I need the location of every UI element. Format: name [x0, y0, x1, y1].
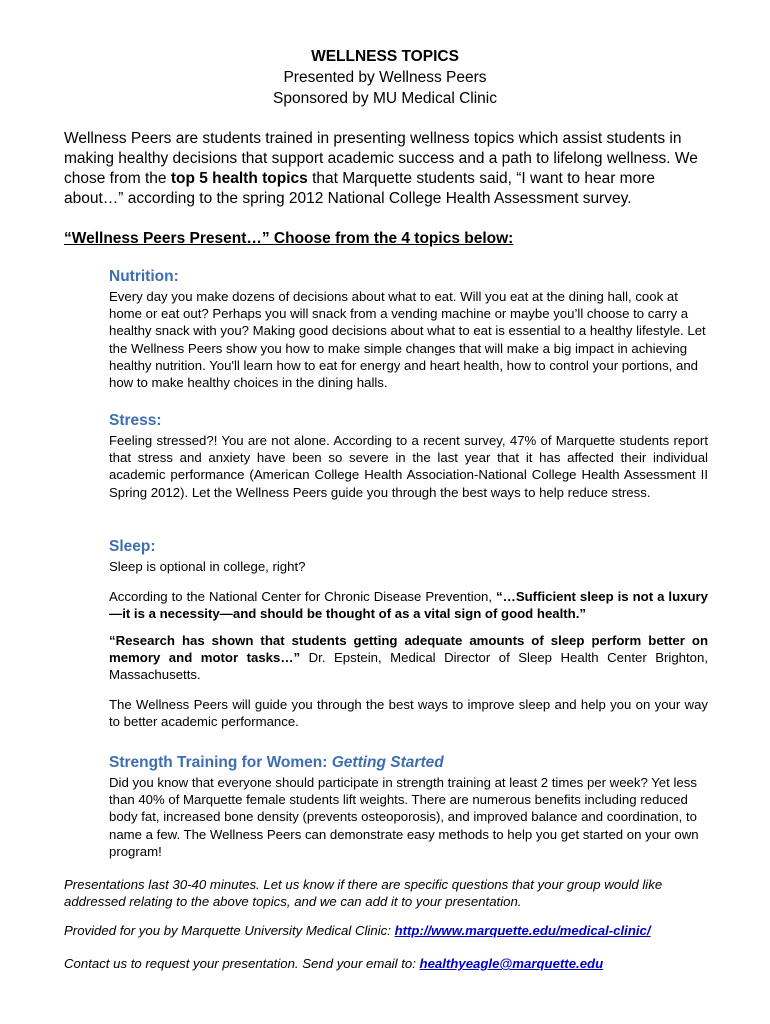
strength-title-text: Strength Training for Women:: [109, 754, 332, 771]
sleep-quote-1-text: According to the National Center for Chronic Disease Prevention,: [109, 589, 497, 605]
provided-by-text: Provided for you by Marquette University Medical Clinic:: [64, 923, 395, 938]
sponsored-by: Sponsored by MU Medical Clinic: [273, 90, 497, 107]
choose-heading: “Wellness Peers Present…” Choose from the 4 topics below:: [64, 230, 514, 247]
sleep-section: [109, 537, 708, 731]
sleep-quote-1-bold: “…Sufficient sleep is not a luxury—it is a necessity—and should be thought of as a vital sign of good health.”: [109, 589, 708, 622]
sleep-quote-2-bold: “Research has shown that students getting adequate amounts of sleep perform better on memory and motor tasks…”: [109, 632, 708, 665]
medical-clinic-link[interactable]: http://www.marquette.edu/medical-clinic/: [394, 923, 651, 938]
sleep-quote-2-text: Dr. Epstein, Medical Director of Sleep Health Center Brighton, Massachusetts.: [109, 649, 708, 683]
sleep-title: Sleep:: [109, 538, 156, 555]
intro-text-2: that Marquette students said, “I want to hear more about…” according to the spring 2012 National College Health Assessment survey.: [64, 170, 655, 207]
nutrition-section: [109, 267, 708, 391]
nutrition-text: Every day you make dozens of decisions about what to eat. Will you eat at the dining hall, cook at home or eat out? Perhaps you will snack from a vending machine or maybe you’ll choose to carry a healthy snack with you? Making good decisions about what to eat is essential to a healthy lifestyle. Let the Wellness Peers show you how to make simple changes that will make a big impact in achieving healthy nutrition. You'll learn how to eat for energy and heart health, how to control your portions, and how to make healthy choices in the dining halls.: [109, 289, 706, 391]
sleep-intro: Sleep is optional in college, right?: [109, 559, 306, 574]
presentations-note: Presentations last 30-40 minutes. Let us know if there are specific questions that your group would like addressed relating to the above topics, and we can add it to your presentation.: [64, 877, 663, 910]
stress-section: [109, 411, 708, 501]
provided-by-line: [64, 922, 724, 939]
strength-text: Did you know that everyone should participate in strength training at least 2 times per week? Yet less than 40% of Marquette female students lift weights. There are numerous benefits including reduced body fat, increased bone density (prevents osteoporosis), and improved balance and coordination, to name a few. The Wellness Peers can demonstrate easy methods to help you get started on your own program!: [109, 775, 699, 859]
strength-section: [109, 753, 708, 860]
strength-title: [109, 753, 708, 773]
stress-text: Feeling stressed?! You are not alone. According to a recent survey, 47% of Marquette students report that stress and anxiety have been so severe in the last year that it has affected their individual academic performance (American College Health Association-National College Health Assessment II Spring 2012). Let the Wellness Peers guide you through the best ways to help reduce stress.: [109, 433, 708, 500]
title-block: [0, 46, 770, 109]
intro-text-1: Wellness Peers are students trained in presenting wellness topics which assist students in making healthy decisions that support academic success and a path to lifelong wellness. We chose from the: [64, 130, 698, 187]
sleep-closing: The Wellness Peers will guide you through the best ways to improve sleep and help you on your way to better academic performance.: [109, 697, 708, 730]
sleep-quote-2: [109, 632, 708, 684]
contact-text: Contact us to request your presentation. Send your email to:: [64, 956, 420, 971]
email-link[interactable]: healthyeagle@marquette.edu: [419, 956, 604, 971]
intro-paragraph: [64, 129, 710, 209]
strength-title-italic: Getting Started: [331, 754, 444, 771]
intro-bold: top 5 health topics: [170, 170, 308, 187]
document-title: WELLNESS TOPICS: [311, 48, 459, 65]
presented-by: Presented by Wellness Peers: [283, 69, 487, 86]
sleep-quote-1: [109, 588, 708, 622]
stress-title: Stress:: [109, 412, 162, 429]
nutrition-title: Nutrition:: [109, 268, 179, 285]
contact-line: [64, 955, 724, 972]
